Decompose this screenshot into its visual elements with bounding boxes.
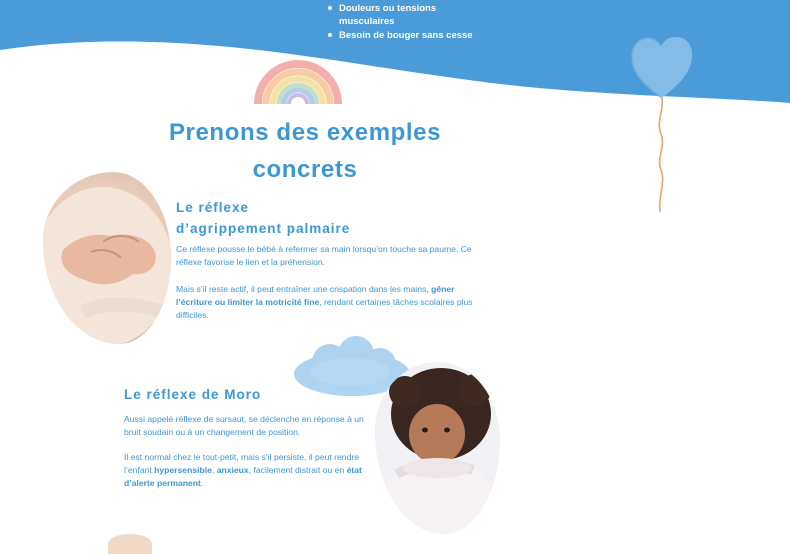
paragraph-text: Aussi appelé réflexe de sursaut, se déclenche en réponse à un bruit soudain ou à un changement de position. [124,414,364,438]
list-item: Besoin de bouger sans cesse [326,29,479,42]
paragraph-text: Il est normal chez le tout-petit, mais s’il persiste, il peut rendre l’enfant [124,452,359,476]
heart-balloon-icon [628,30,698,215]
section-title-line: concrets [252,156,358,183]
emphasis-text: anxieux [216,465,249,476]
rainbow-icon [248,44,348,104]
list-item: Douleurs ou tensions musculaires [326,2,479,28]
paragraph-text: , facilement distrait ou en [248,465,347,476]
reflex-title-line: d’agrippement palmaire [176,221,351,236]
emphasis-text: état d’alerte permanent [124,465,362,489]
symptom-list [326,2,479,42]
reflex-title-line: Le réflexe de Moro [124,387,262,402]
section-title-line: Prenons des exemples [168,119,442,146]
reflex-palmar-title [176,197,350,239]
paragraph-text: Ce réflexe pousse le bébé à refermer sa main lorsqu’on touche sa paume. Ce réflexe favorise le lien et la préhension. [176,244,472,268]
reflex-moro-description [124,413,376,439]
section-title [150,114,460,188]
reflex-title-line: Le réflexe [176,200,250,215]
emphasis-text: gêner l’écriture ou limiter la motricité fine [176,284,455,308]
paragraph-text: Mais s’il reste actif, il peut entraîner une crispation dans les mains, [176,284,432,294]
paragraph-text: , [211,465,217,476]
reflex-palmar-consequences [176,283,476,323]
reflex-moro-consequences [124,451,374,491]
paragraph-text: . [200,478,204,489]
child-photo [375,362,500,534]
baby-hand-photo [43,172,171,344]
reflex-palmar-description [176,243,476,269]
partial-photo [108,534,152,554]
emphasis-text: hypersensible [154,465,212,476]
reflex-moro-title [124,384,261,405]
paragraph-text: , rendant certaines tâches scolaires plus difficiles. [176,297,473,321]
